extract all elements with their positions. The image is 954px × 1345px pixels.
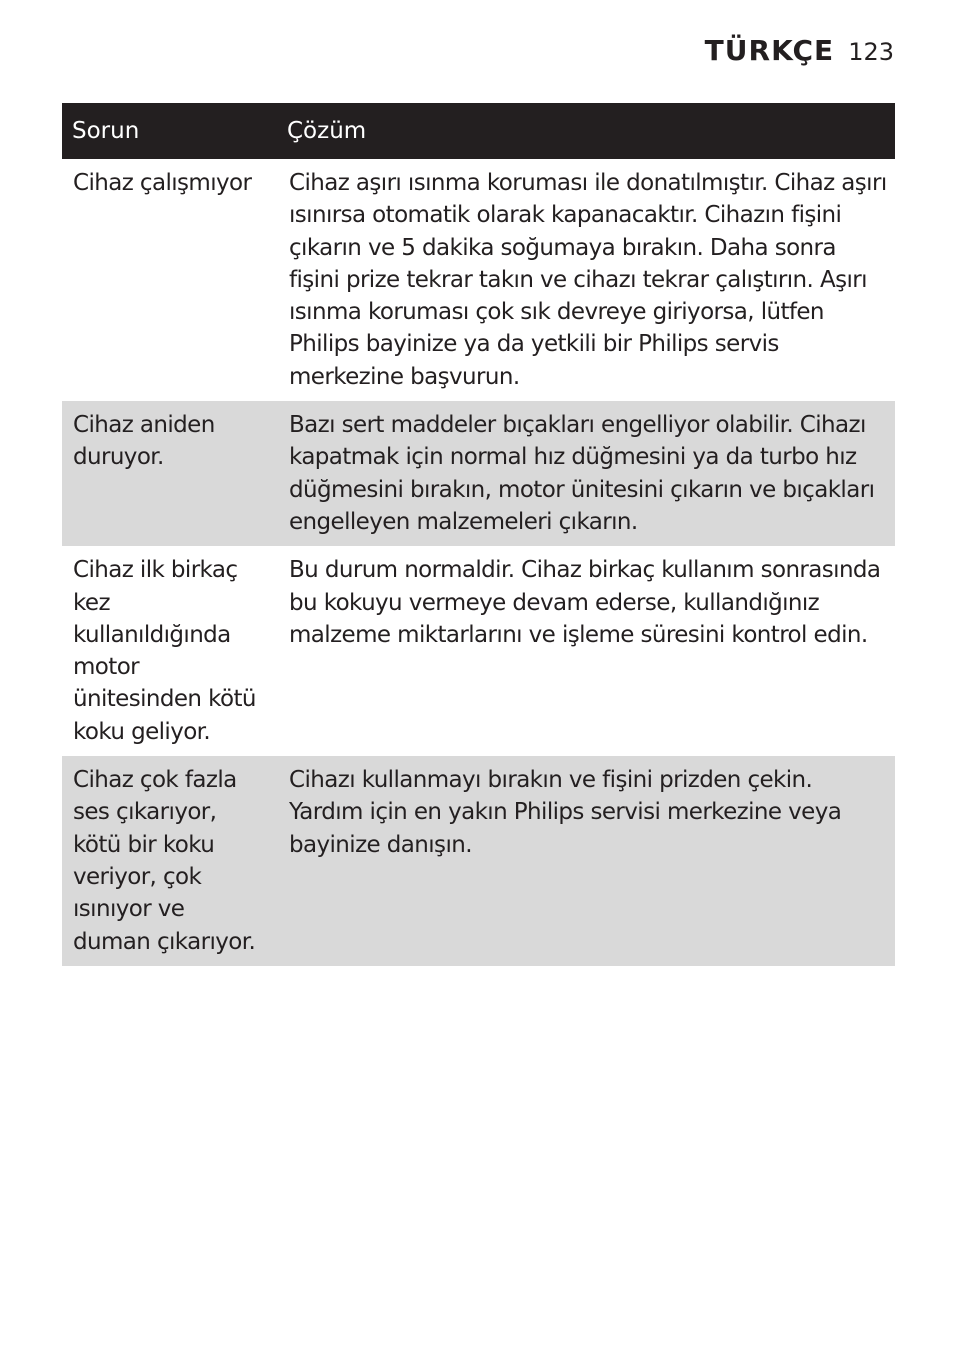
page-header bbox=[705, 34, 894, 67]
solution-cell: Bazı sert maddeler bıçakları engelliyor olabilir. Cihazı kapatmak için normal hız düğmesini ya da turbo hız düğmesini bırakın, motor ünitesini çıkarın ve bıçakları engelleyen malzemeleri çıkarın. bbox=[277, 401, 895, 546]
table-row bbox=[62, 546, 895, 756]
problem-cell: Cihaz ilk birkaç kez kullanıldığında motor ünitesinden kötü koku geliyor. bbox=[73, 557, 256, 745]
troubleshooting-table bbox=[62, 103, 895, 966]
solution-cell: Bu durum normaldir. Cihaz birkaç kullanım sonrasında bu kokuyu vermeye devam ederse, kullandığınız malzeme miktarlarını ve işleme süresini kontrol edin. bbox=[289, 557, 881, 648]
language-title: TÜRKÇE bbox=[704, 34, 835, 67]
problem-cell: Cihaz aniden duruyor. bbox=[62, 401, 277, 546]
page-number: 123 bbox=[848, 38, 894, 66]
solution-cell: Cihazı kullanmayı bırakın ve fişini prizden çekin. Yardım için en yakın Philips servisi merkezine veya bayinize danışın. bbox=[277, 756, 895, 966]
solution-cell: Cihaz aşırı ısınma koruması ile donatılmıştır. Cihaz aşırı ısınırsa otomatik olarak kapanacaktır. Cihazın fişini çıkarın ve 5 dakika soğumaya bırakın. Daha sonra fişini prize tekrar takın ve cihazı tekrar çalıştırın. Aşırı ısınma koruması çok sık devreye giriyorsa, lütfen Philips bayinize ya da yetkili bir Philips servis merkezine başvurun. bbox=[289, 170, 887, 390]
column-header-solution: Çözüm bbox=[277, 103, 895, 159]
table-row bbox=[62, 159, 895, 401]
problem-cell: Cihaz çalışmıyor bbox=[73, 170, 252, 196]
table-header-row bbox=[62, 103, 895, 159]
table-row bbox=[62, 401, 895, 546]
column-header-problem: Sorun bbox=[62, 103, 277, 159]
problem-cell: Cihaz çok fazla ses çıkarıyor, kötü bir koku veriyor, çok ısınıyor ve duman çıkarıyor. bbox=[62, 756, 277, 966]
table-row bbox=[62, 756, 895, 966]
